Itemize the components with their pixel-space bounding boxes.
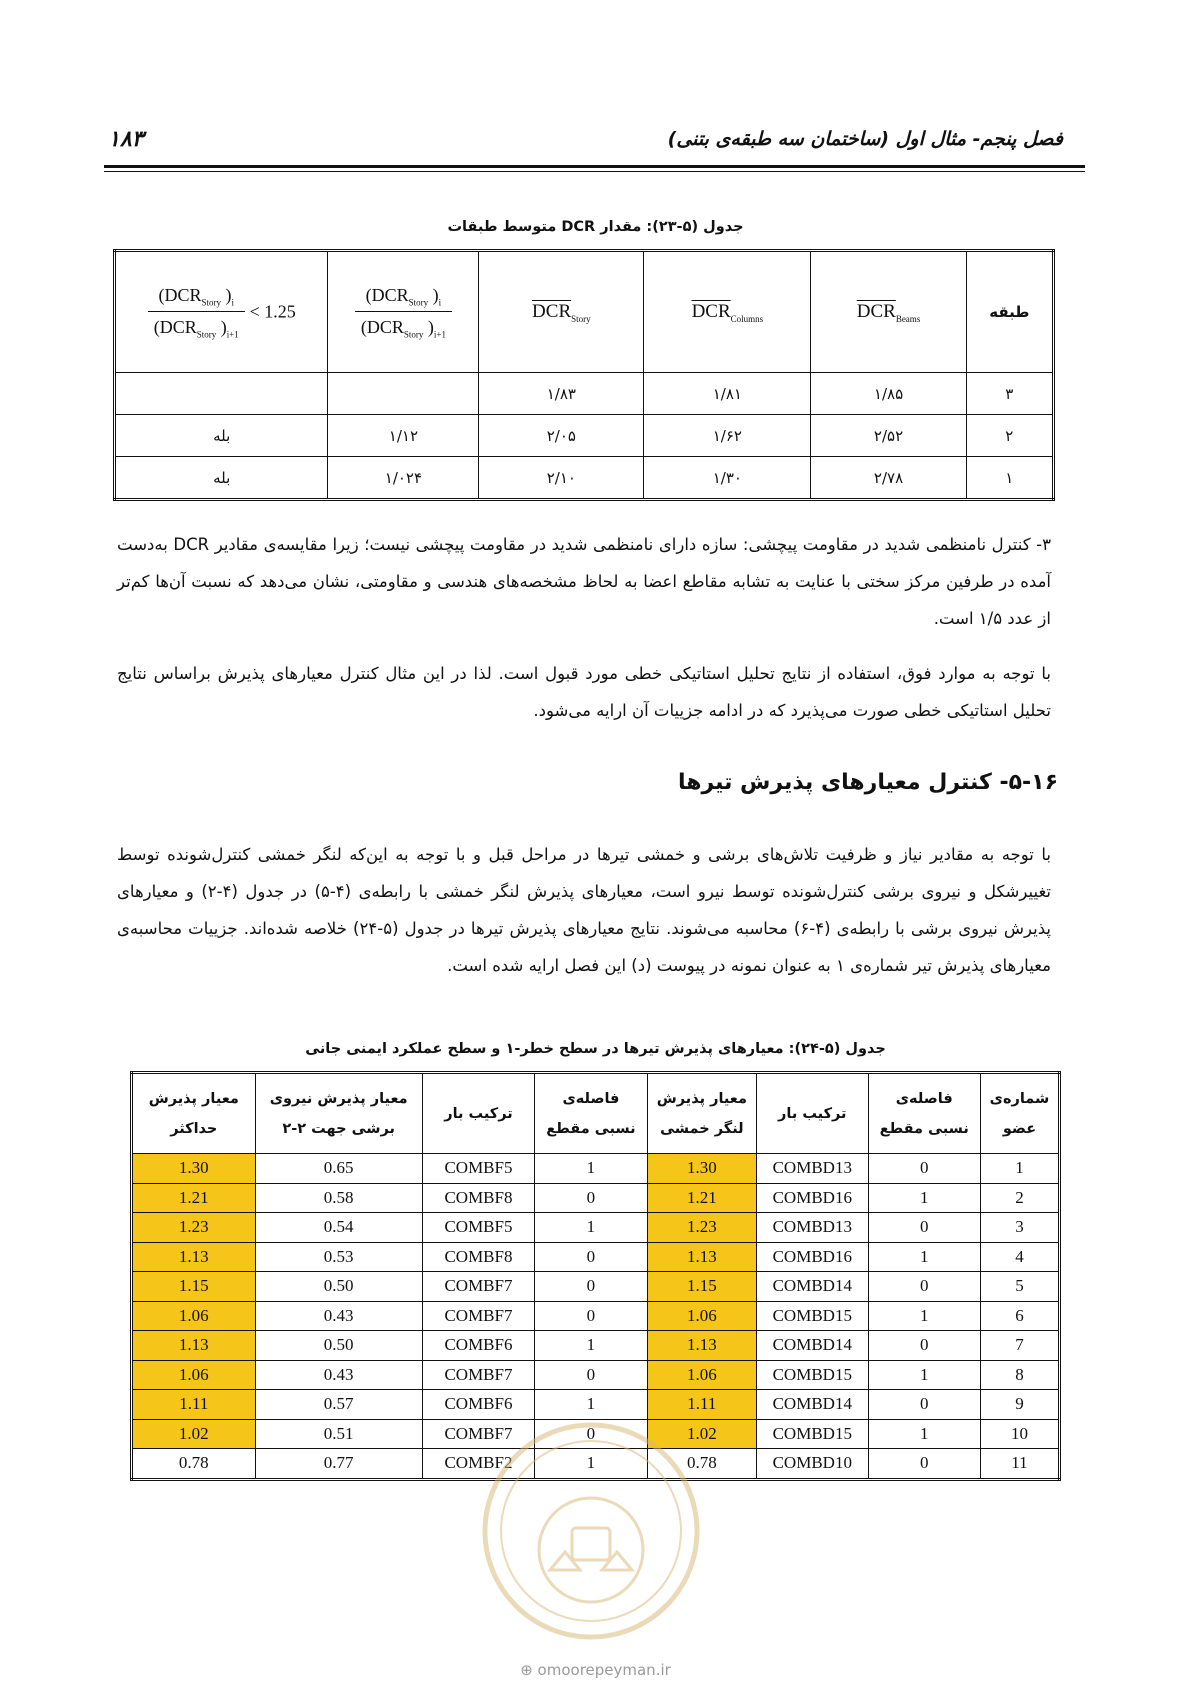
table-row (115, 373, 1054, 415)
cell-flex: 1.23 (647, 1213, 756, 1243)
paragraph-beam-criteria: با توجه به مقادیر نیاز و ظرفیت تلاش‌های برشی و خمشی تیرها در مراحل قبل و با توجه به این‌که لنگر خمشی کنترل‌شونده توسط تغییرشکل و نیروی برشی کنترل‌شونده توسط نیرو است، معیارهای پذیرش لنگر خمشی با رابطه‌ی (۴-۵) در جدول (۴-۲) و معیارهای پذیرش نیروی برشی با رابطه‌ی (۴-۶) محاسبه می‌شوند. نتایج معیارهای پذیرش تیرها در جدول (۵-۲۴) خلاصه شده‌اند. جزییات محاسبه‌ی معیارهای پذیرش تیر شماره‌ی ۱ به عنوان نمونه در پیوست (د) این فصل ارایه شده است. (117, 845, 1051, 975)
cell-combo: COMBD15 (757, 1301, 868, 1331)
cell-combo2: COMBF5 (422, 1213, 534, 1243)
cell-member: 2 (980, 1183, 1059, 1213)
table-row (132, 1242, 1060, 1272)
cell-combo: COMBD15 (757, 1360, 868, 1390)
cell-shear: 0.57 (255, 1390, 422, 1420)
cell-max: 1.13 (132, 1242, 256, 1272)
seal-watermark (480, 1420, 702, 1642)
cell-combo2: COMBF7 (422, 1360, 534, 1390)
cell-dist: 0 (868, 1449, 980, 1480)
header-dist-2: فاصله‌ی نسبی مقطع (535, 1073, 647, 1154)
section-heading: ۵-۱۶- کنترل معیارهای پذیرش تیرها (677, 770, 1058, 795)
cell-floor: ۲ (966, 415, 1053, 457)
cell-dist: 0 (868, 1213, 980, 1243)
cell-ratio: ۱/۱۲ (328, 415, 479, 457)
table-row (132, 1154, 1060, 1184)
cell-flex: 1.15 (647, 1272, 756, 1302)
header-shear: معیار پذیرش نیروی برشی جهت ۲-۲ (255, 1073, 422, 1154)
cell-max: 1.21 (132, 1183, 256, 1213)
cell-dist2: 0 (535, 1242, 647, 1272)
cell-dist: 1 (868, 1419, 980, 1449)
cell-shear: 0.43 (255, 1360, 422, 1390)
header-combo: ترکیب بار (757, 1073, 868, 1154)
cell-beams: ۲/۵۲ (811, 415, 966, 457)
cell-combo: COMBD15 (757, 1419, 868, 1449)
cell-max: 1.15 (132, 1272, 256, 1302)
page-number: ۱۸۳ (108, 127, 144, 152)
header-rule-thick (104, 165, 1085, 168)
cell-columns: ۱/۸۱ (644, 373, 811, 415)
header-ratio (328, 251, 479, 373)
cell-shear: 0.58 (255, 1183, 422, 1213)
cell-story: ۲/۱۰ (479, 457, 644, 500)
cell-max: 1.06 (132, 1301, 256, 1331)
table-row (132, 1301, 1060, 1331)
cell-combo2: COMBF6 (422, 1390, 534, 1420)
cell-dist2: 0 (535, 1360, 647, 1390)
site-watermark: ⊕ omoorepeyman.ir (520, 1661, 671, 1679)
cell-floor: ۱ (966, 457, 1053, 500)
cell-flex: 1.02 (647, 1419, 756, 1449)
chapter-title: فصل پنجم- مثال اول (ساختمان سه طبقه‌ی بتنی) (667, 128, 1063, 150)
cell-flex: 1.21 (647, 1183, 756, 1213)
cell-shear: 0.77 (255, 1449, 422, 1480)
cell-flex: 0.78 (647, 1449, 756, 1480)
cell-member: 10 (980, 1419, 1059, 1449)
header-floor: طبقه (966, 251, 1053, 373)
table-row (132, 1183, 1060, 1213)
cell-dist2: 0 (535, 1419, 647, 1449)
cell-combo: COMBD16 (757, 1183, 868, 1213)
cell-columns: ۱/۳۰ (644, 457, 811, 500)
cell-max: 1.30 (132, 1154, 256, 1184)
cell-combo2: COMBF7 (422, 1272, 534, 1302)
cell-dist: 0 (868, 1154, 980, 1184)
cell-combo: COMBD14 (757, 1390, 868, 1420)
cell-member: 1 (980, 1154, 1059, 1184)
header-dcr-beams: $\overline{DCR}_{Beams}$ (811, 251, 966, 373)
cell-flex: 1.13 (647, 1331, 756, 1361)
cell-combo: COMBD10 (757, 1449, 868, 1480)
table-row (115, 457, 1054, 500)
cell-combo2: COMBF5 (422, 1154, 534, 1184)
cell-dist: 0 (868, 1272, 980, 1302)
cell-combo2: COMBF8 (422, 1242, 534, 1272)
cell-member: 3 (980, 1213, 1059, 1243)
cell-check: بله (115, 415, 328, 457)
paragraph-linear-static: با توجه به موارد فوق، استفاده از نتایج تحلیل استاتیکی خطی مورد قبول است. لذا در این مثال کنترل معیارهای پذیرش براساس نتایج تحلیل استاتیکی خطی صورت می‌پذیرد که در ادامه جزییات آن ارایه می‌شود. (117, 664, 1051, 720)
ratio-fraction-2: $\frac{(DCR_{Story} )_i}{(DCR_{Story} )_{i+1}}$ (355, 285, 452, 339)
paragraph-torsion: ۳- کنترل نامنظمی شدید در مقاومت پیچشی: سازه دارای نامنظمی شدید در مقاومت پیچشی نیست؛ زیرا مقایسه‌ی مقادیر DCR به‌دست آمده در طرفین مرکز سختی با عنایت به تشابه مقاطع اعضا به لحاظ مشخصه‌های هندسی و مقاومتی، نشان می‌دهد که نسبت آن‌ها کم‌تر از عدد ۱/۵ است. (117, 535, 1052, 628)
cell-shear: 0.54 (255, 1213, 422, 1243)
header-flexure: معیار پذیرش لنگر خمشی (647, 1073, 756, 1154)
cell-combo2: COMBF2 (422, 1449, 534, 1480)
cell-story: ۱/۸۳ (479, 373, 644, 415)
cell-flex: 1.06 (647, 1301, 756, 1331)
cell-max: 1.23 (132, 1213, 256, 1243)
cell-member: 6 (980, 1301, 1059, 1331)
cell-combo2: COMBF6 (422, 1331, 534, 1361)
cell-flex: 1.11 (647, 1390, 756, 1420)
cell-shear: 0.43 (255, 1301, 422, 1331)
cell-member: 7 (980, 1331, 1059, 1361)
header-dcr-story: $\overline{DCR}_{Story}$ (479, 251, 644, 373)
cell-combo2: COMBF7 (422, 1419, 534, 1449)
cell-shear: 0.51 (255, 1419, 422, 1449)
cell-flex: 1.30 (647, 1154, 756, 1184)
cell-dist: 1 (868, 1183, 980, 1213)
cell-shear: 0.50 (255, 1272, 422, 1302)
cell-columns: ۱/۶۲ (644, 415, 811, 457)
cell-member: 4 (980, 1242, 1059, 1272)
table2-caption: جدول (۵-۲۴): معیارهای پذیرش تیرها در سطح خطر-۱ و سطح عملکرد ایمنی جانی (305, 1041, 886, 1057)
cell-dist2: 0 (535, 1301, 647, 1331)
cell-dist2: 1 (535, 1213, 647, 1243)
cell-combo: COMBD14 (757, 1272, 868, 1302)
cell-combo2: COMBF8 (422, 1183, 534, 1213)
cell-dist2: 1 (535, 1449, 647, 1480)
cell-ratio (328, 373, 479, 415)
header-member: شماره‌ی عضو (980, 1073, 1059, 1154)
table-row (132, 1272, 1060, 1302)
cell-dist2: 1 (535, 1390, 647, 1420)
cell-combo: COMBD14 (757, 1331, 868, 1361)
table1-header-row (115, 251, 1054, 373)
cell-dist2: 0 (535, 1183, 647, 1213)
cell-dist2: 0 (535, 1272, 647, 1302)
cell-beams: ۱/۸۵ (811, 373, 966, 415)
cell-member: 8 (980, 1360, 1059, 1390)
cell-combo: COMBD13 (757, 1213, 868, 1243)
cell-dist: 1 (868, 1360, 980, 1390)
header-dcr-columns: $\overline{DCR}_{Columns}$ (644, 251, 811, 373)
cell-shear: 0.65 (255, 1154, 422, 1184)
table-row (132, 1213, 1060, 1243)
cell-dist: 1 (868, 1301, 980, 1331)
cell-flex: 1.06 (647, 1360, 756, 1390)
header-max: معیار پذیرش حداکثر (132, 1073, 256, 1154)
header-combo-2: ترکیب بار (422, 1073, 534, 1154)
cell-combo: COMBD16 (757, 1242, 868, 1272)
cell-dist: 1 (868, 1242, 980, 1272)
ratio-fraction: $\frac{(DCR_{Story} )_i}{(DCR_{Story} )_{i+1}}$ (148, 285, 245, 339)
cell-floor: ۳ (966, 373, 1053, 415)
cell-dist2: 1 (535, 1154, 647, 1184)
header-rule-thin (104, 171, 1085, 172)
cell-shear: 0.50 (255, 1331, 422, 1361)
table-row (132, 1390, 1060, 1420)
cell-combo: COMBD13 (757, 1154, 868, 1184)
cell-story: ۲/۰۵ (479, 415, 644, 457)
cell-check (115, 373, 328, 415)
header-ratio-compare (115, 251, 328, 373)
table-row (115, 415, 1054, 457)
cell-dist2: 1 (535, 1331, 647, 1361)
table1-caption: جدول (۵-۲۳): مقدار DCR متوسط طبقات (447, 219, 744, 235)
compare-limit: < 1.25 (249, 301, 296, 322)
cell-dist: 0 (868, 1390, 980, 1420)
table2-header-row (132, 1073, 1060, 1154)
cell-ratio: ۱/۰۲۴ (328, 457, 479, 500)
cell-max: 1.13 (132, 1331, 256, 1361)
cell-shear: 0.53 (255, 1242, 422, 1272)
cell-combo2: COMBF7 (422, 1301, 534, 1331)
cell-max: 0.78 (132, 1449, 256, 1480)
cell-dist: 0 (868, 1331, 980, 1361)
cell-member: 11 (980, 1449, 1059, 1480)
cell-member: 9 (980, 1390, 1059, 1420)
cell-member: 5 (980, 1272, 1059, 1302)
table-row (132, 1331, 1060, 1361)
header-dist: فاصله‌ی نسبی مقطع (868, 1073, 980, 1154)
table-row (132, 1360, 1060, 1390)
cell-check: بله (115, 457, 328, 500)
cell-max: 1.06 (132, 1360, 256, 1390)
dcr-table (113, 249, 1055, 501)
cell-flex: 1.13 (647, 1242, 756, 1272)
cell-max: 1.11 (132, 1390, 256, 1420)
cell-max: 1.02 (132, 1419, 256, 1449)
cell-beams: ۲/۷۸ (811, 457, 966, 500)
